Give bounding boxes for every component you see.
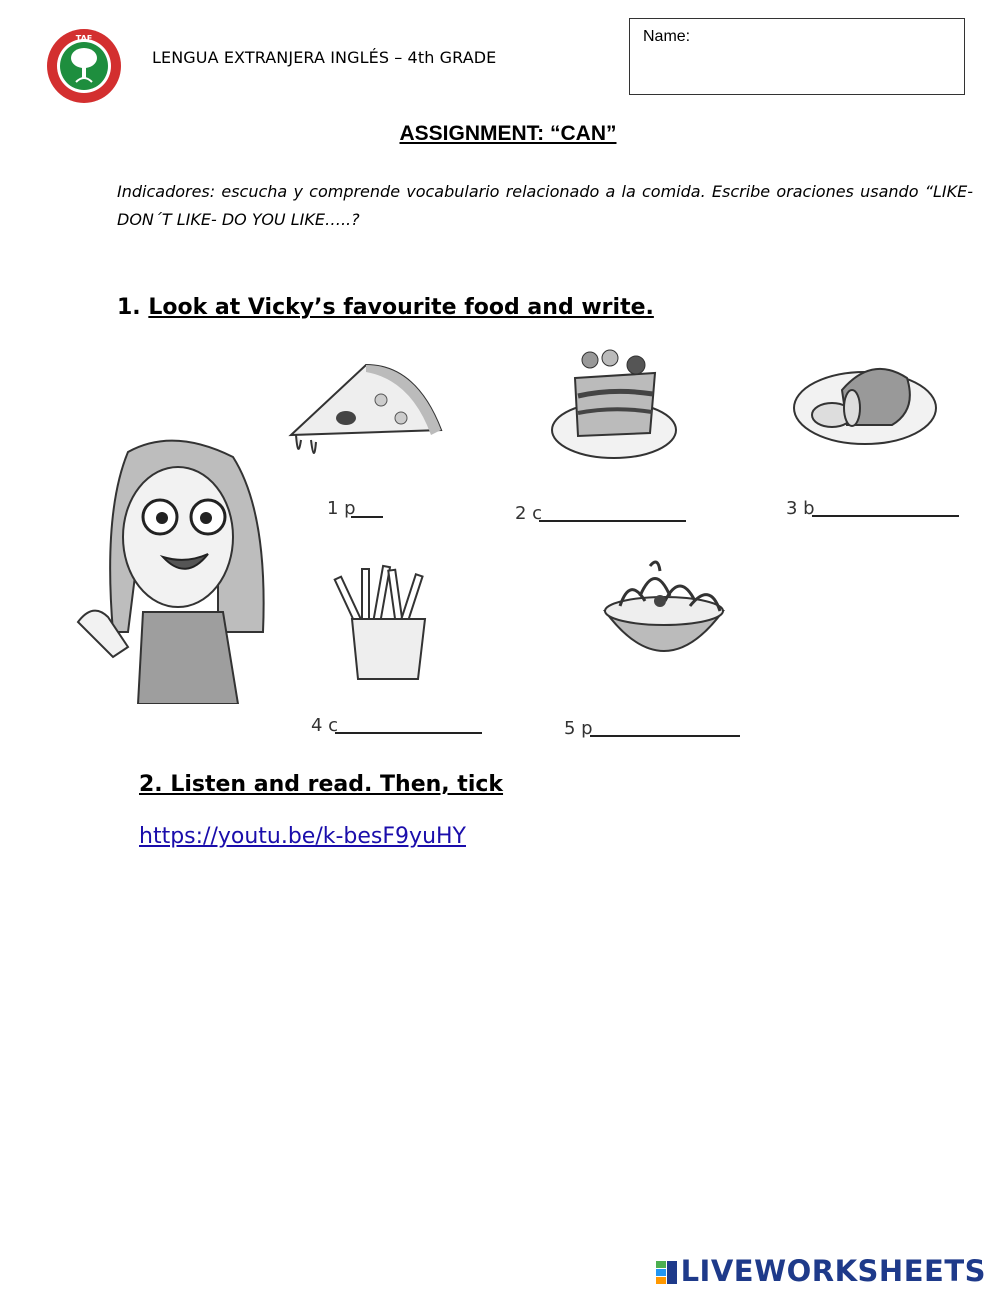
section1-number: 1. — [117, 295, 141, 320]
subject-header: LENGUA EXTRANJERA INGLÉS – 4th GRADE — [152, 48, 497, 67]
item4-answer-line[interactable] — [335, 715, 482, 734]
item3-label: 3 b — [786, 498, 815, 519]
item1-answer-line[interactable] — [351, 498, 383, 518]
pizza-slice-image — [286, 360, 444, 466]
vicky-girl-illustration — [68, 432, 278, 704]
section1-heading — [117, 295, 654, 320]
chips-fries-image — [330, 564, 438, 684]
item2-answer-line[interactable] — [539, 503, 686, 522]
item5-answer-line[interactable] — [590, 718, 740, 737]
assignment-title: ASSIGNMENT: “CAN” — [399, 122, 617, 145]
svg-text:TAE: TAE — [75, 34, 93, 43]
section2-heading: 2. Listen and read. Then, tick — [139, 772, 504, 797]
item3-answer-line[interactable] — [812, 498, 959, 517]
name-label: Name: — [643, 28, 691, 45]
cake-slice-image — [550, 348, 678, 460]
bread-loaf-image — [792, 360, 938, 448]
school-logo — [46, 28, 122, 104]
item4-label: 4 c — [311, 715, 339, 736]
item2-label: 2 c — [515, 503, 543, 524]
footer-brand-text: LIVEWORKSHEETS — [680, 1254, 986, 1288]
liveworksheets-logo-icon — [656, 1261, 678, 1285]
item1-label: 1 p — [327, 498, 356, 519]
pasta-bowl-image — [600, 556, 728, 684]
footer-brand — [656, 1254, 986, 1288]
indicators-text: Indicadores: escucha y comprende vocabulario relacionado a la comida. Escribe oraciones usando “LIKE- DON´T LIKE- DO YOU LIKE…..? — [117, 182, 973, 229]
name-field[interactable] — [629, 18, 965, 95]
item5-label: 5 p — [564, 718, 593, 739]
section1-heading-text: Look at Vicky’s favourite food and write. — [148, 295, 654, 320]
video-link[interactable]: https://youtu.be/k-besF9yuHY — [139, 824, 466, 849]
